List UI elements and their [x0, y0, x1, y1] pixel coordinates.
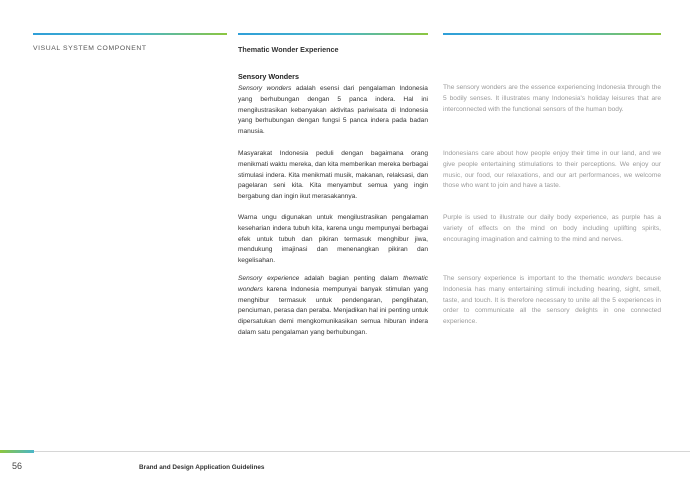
section-label: VISUAL SYSTEM COMPONENT — [33, 45, 147, 52]
emphasis-wonders: wonders — [607, 275, 633, 282]
english-paragraph-4 — [443, 274, 661, 328]
section-heading: Sensory Wonders — [238, 72, 299, 81]
english-paragraph-2: Indonesians care about how people enjoy their time in our land, and we give people entertaining stimulations to their perceptions. We enjoy our music, our food, our relaxations, and our art performances, we welcome those who want to join and have a taste. — [443, 150, 661, 190]
indonesian-paragraph-2: Masyarakat Indonesia peduli dengan bagaimana orang menikmati waktu mereka, dan kita memberikan mereka berbagai stimulasi indera. Kita menikmati musik, makanan, relaksasi, dan pagelaran seni kita. Kita menyambut semua yang ingin bergabung dan ingin ikut merasakannya. — [238, 150, 428, 201]
indonesian-paragraph-3: Warna ungu digunakan untuk mengilustrasikan pengalaman keseharian indera tubuh kita, karena ungu mempunyai berbagai efek untuk tubuh dan pikiran termasuk menghibur jiwa, mendukung imajinasi dan menenangkan pikiran dan kegelisahan. — [238, 214, 428, 265]
paragraph-text: adalah bagian penting dalam — [299, 275, 404, 282]
page-number: 56 — [12, 461, 23, 471]
emphasis-sensory-wonders: Sensory wonders — [238, 85, 292, 92]
document-title: Brand and Design Application Guidelines — [139, 464, 265, 471]
english-paragraph-3: Purple is used to illustrate our daily body experience, as purple has a variety of effects on the mind on body including uplifting spirits, encouraging imagination and calming to the mind and nerves. — [443, 214, 661, 243]
indonesian-paragraph-1 — [238, 84, 428, 138]
top-rule-middle — [238, 33, 428, 35]
paragraph-text: The sensory experience is important to the thematic — [443, 275, 608, 282]
indonesian-column — [238, 72, 428, 336]
emphasis-sensory-experience: Sensory experience — [238, 275, 300, 282]
indonesian-paragraph-4 — [238, 274, 428, 339]
english-paragraph-1: The sensory wonders are the essence experiencing Indonesia through the 5 bodily senses. It illustrates many Indonesia's holiday leisures that are interconnected with the functional sensors of the human body. — [443, 84, 661, 113]
top-rule-right — [443, 33, 661, 35]
top-rule-left — [33, 33, 227, 35]
footer-accent — [0, 450, 34, 453]
page-title: Thematic Wonder Experience — [238, 45, 339, 54]
paragraph-text: because Indonesia has many entertaining stimuli including hearing, sight, smell, taste, and touch. It is therefore necessary to unite all the 5 experiences in order to communicate all the sensory delights in one connected experience. — [443, 275, 661, 326]
emphasis-thematic-wonders: thematic wonders — [238, 275, 428, 293]
paragraph-text: karena Indonesia mempunyai banyak stimulan yang menghibur termasuk untuk pendengaran, penglihatan, penciuman, perasa dan peraba. Menjadikan hal ini penting untuk dipersatukan demi mengkomunikasikan semua hiburan indera dalam satu pengalaman yang berhubungan. — [238, 285, 428, 336]
footer-rule — [0, 451, 690, 452]
paragraph-text: adalah esensi dari pengalaman Indonesia yang berhubungan dengan 5 panca indera. Hal ini mengilustrasikan kebanyakan aktivitas pariwisata di Indonesia yang berhubungan dengan fungsi 5 panca indera pada badan manusia. — [238, 85, 428, 136]
